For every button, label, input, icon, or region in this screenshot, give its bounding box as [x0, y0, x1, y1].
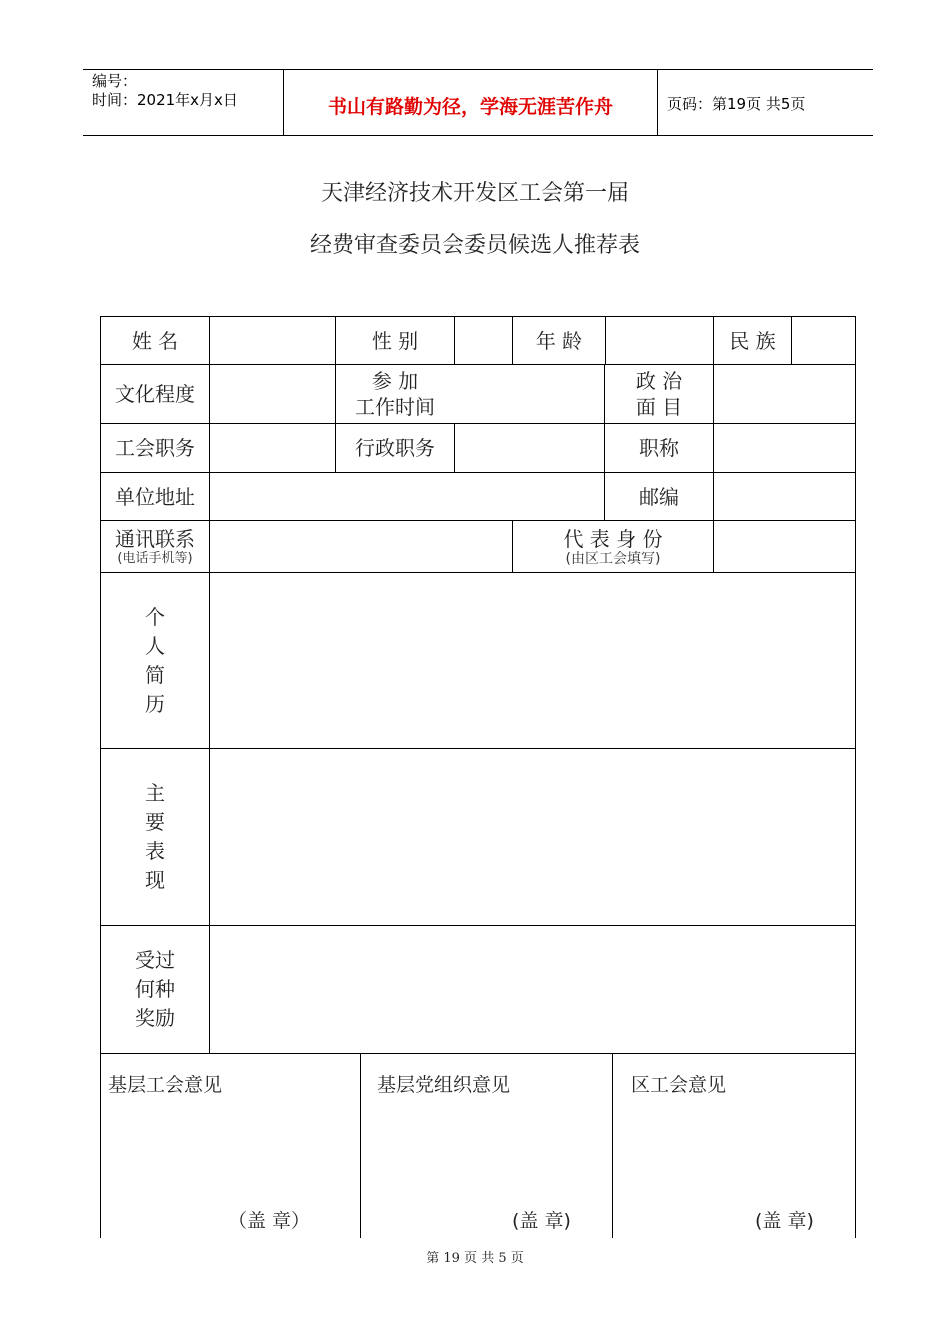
header-top-rule	[83, 69, 873, 70]
document-title-line2: 经费审查委员会委员候选人推荐表	[309, 233, 640, 258]
label-postcode: 邮编	[639, 484, 679, 509]
label-awards	[101, 926, 209, 1053]
input-delegate[interactable]	[714, 521, 855, 572]
header-bottom-rule	[83, 135, 873, 136]
label-political-line1: 政 治	[635, 369, 683, 393]
label-contact-note: (电话手机等)	[117, 550, 193, 566]
label-union-post: 工会职务	[115, 436, 195, 460]
label-ethnicity: 民 族	[729, 328, 776, 353]
label-gender: 性 别	[371, 328, 419, 353]
label-job-title: 职称	[639, 436, 679, 460]
label-contact-main: 通讯联系	[115, 526, 195, 551]
motto-text: 书山有路勤为径，学海无涯苦作舟	[327, 96, 613, 118]
page-footer: 第 19 页 共 5 页	[426, 1251, 524, 1266]
label-performance	[101, 749, 209, 925]
label-performance-char: 要	[145, 810, 165, 834]
input-postcode[interactable]	[714, 473, 855, 520]
header-divider-2	[657, 69, 658, 136]
input-name[interactable]	[210, 317, 335, 364]
label-name: 姓 名	[131, 328, 179, 353]
seal-district-union: (盖 章)	[755, 1210, 814, 1232]
input-contact[interactable]	[210, 521, 512, 572]
label-delegate	[513, 521, 713, 572]
label-education: 文化程度	[115, 382, 195, 406]
label-delegate-main: 代 表 身 份	[563, 526, 663, 551]
input-ethnicity[interactable]	[792, 317, 855, 364]
document-title-line1: 天津经济技术开发区工会第一届	[320, 181, 629, 206]
label-address: 单位地址	[115, 484, 195, 509]
label-contact	[101, 521, 209, 572]
label-performance-char: 主	[145, 781, 165, 805]
label-resume-char: 个	[145, 604, 165, 629]
label-political-status	[605, 365, 713, 423]
page-indicator: 页码：第19页 共5页	[667, 95, 806, 113]
label-resume-char: 历	[145, 691, 165, 716]
label-delegate-note: (由区工会填写)	[565, 550, 661, 567]
label-work-start-line1: 参 加	[371, 369, 419, 393]
input-awards[interactable]	[210, 926, 855, 1053]
input-performance[interactable]	[210, 749, 855, 925]
input-job-title[interactable]	[714, 424, 855, 472]
input-gender[interactable]	[455, 317, 512, 364]
seal-grassroots-union: （盖 章）	[228, 1210, 311, 1232]
label-age: 年 龄	[535, 328, 583, 353]
document-number-label: 编号：	[92, 72, 138, 90]
label-party-org-opinion: 基层党组织意见	[377, 1074, 511, 1096]
input-work-start[interactable]	[455, 365, 604, 423]
label-performance-char: 表	[145, 839, 165, 863]
input-age[interactable]	[606, 317, 713, 364]
label-work-start-line2: 工作时间	[355, 395, 435, 419]
input-resume[interactable]	[210, 573, 855, 748]
label-admin-post: 行政职务	[355, 436, 435, 460]
label-awards-line: 受过	[135, 948, 175, 972]
label-resume-char: 人	[145, 633, 165, 658]
label-performance-char: 现	[145, 868, 165, 892]
label-awards-line: 何种	[135, 977, 175, 1001]
label-awards-line: 奖励	[135, 1006, 175, 1030]
label-political-line2: 面 目	[635, 395, 683, 419]
input-union-post[interactable]	[210, 424, 335, 472]
input-admin-post[interactable]	[455, 424, 604, 472]
label-grassroots-union-opinion: 基层工会意见	[108, 1074, 223, 1096]
label-district-union-opinion: 区工会意见	[631, 1074, 727, 1096]
input-address[interactable]	[210, 473, 604, 520]
label-resume	[101, 573, 209, 748]
input-education[interactable]	[210, 365, 335, 423]
seal-party-org: (盖 章)	[512, 1210, 571, 1232]
label-work-start	[336, 365, 454, 423]
document-date-label: 时间：2021年x月x日	[92, 91, 238, 109]
label-resume-char: 简	[145, 662, 165, 687]
input-political-status[interactable]	[714, 365, 855, 423]
